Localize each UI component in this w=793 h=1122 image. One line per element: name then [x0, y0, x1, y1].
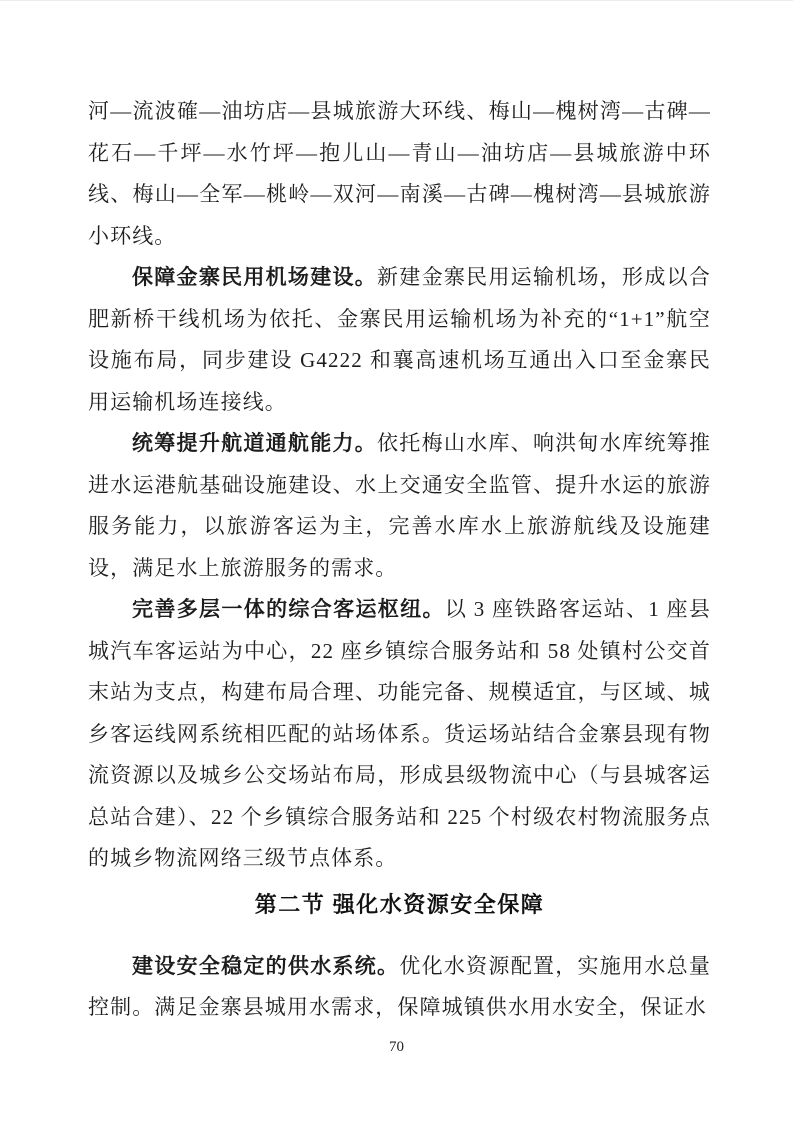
paragraph-lead: 建设安全稳定的供水系统。 [132, 953, 400, 978]
page-footer [0, 1037, 793, 1057]
paragraph-text: 新建金寨民用运输机场，形成以合肥新桥干线机场为依托、金寨民用运输机场为补充的“1+1”航空设施布局，同步建设 G4222 和襄高速机场互通出入口至金寨民用运输机场连接线。 [88, 265, 711, 414]
paragraph-text: 以 3 座铁路客运站、1 座县城汽车客运站为中心，22 座乡镇综合服务站和 58 处镇村公交首末站为支点，构建布局合理、功能完备、规模适宜，与区域、城乡客运线网系统相匹配的站场体系。货运场站结合金寨县现有物流资源以及城乡公交场站布局，形成县级物流中心（与县城客运总站合建）、22 个乡镇综合服务站和 225 个村级农村物流服务点的城乡物流网络三级节点体系。 [88, 597, 712, 870]
section-heading: 第二节 强化水资源安全保障 [254, 891, 545, 917]
paragraph-lead: 统筹提升航道通航能力。 [132, 431, 378, 455]
paragraph-water-supply [88, 946, 711, 1029]
page-body [88, 91, 711, 1029]
paragraph-text: 河—流波確—油坊店—县城旅游大环线、梅山—槐树湾—古碑—花石—千坪—水竹坪—抱儿山—青山—油坊店—县城旅游中环线、梅山—全军—桃岭—双河—南溪—古碑—槐树湾—县城旅游小环线。 [88, 99, 711, 248]
paragraph-text: 优化水资源配置，实施用水总量控制。满足金寨县城用水需求，保障城镇供水用水安全，保证水 [88, 953, 711, 1019]
paragraph-text: 依托梅山水库、响洪甸水库统筹推进水运港航基础设施建设、水上交通安全监管、提升水运的旅游服务能力，以旅游客运为主，完善水库水上旅游航线及设施建设，满足水上旅游服务的需求。 [88, 431, 711, 580]
paragraph-lead: 完善多层一体的综合客运枢纽。 [132, 597, 445, 621]
paragraph-waterway [88, 423, 711, 589]
page-number: 70 [389, 1039, 404, 1055]
paragraph-lead: 保障金寨民用机场建设。 [132, 265, 378, 289]
paragraph-transport-hub [88, 589, 711, 880]
paragraph-airport [88, 257, 711, 423]
paragraph-continued [88, 91, 711, 257]
